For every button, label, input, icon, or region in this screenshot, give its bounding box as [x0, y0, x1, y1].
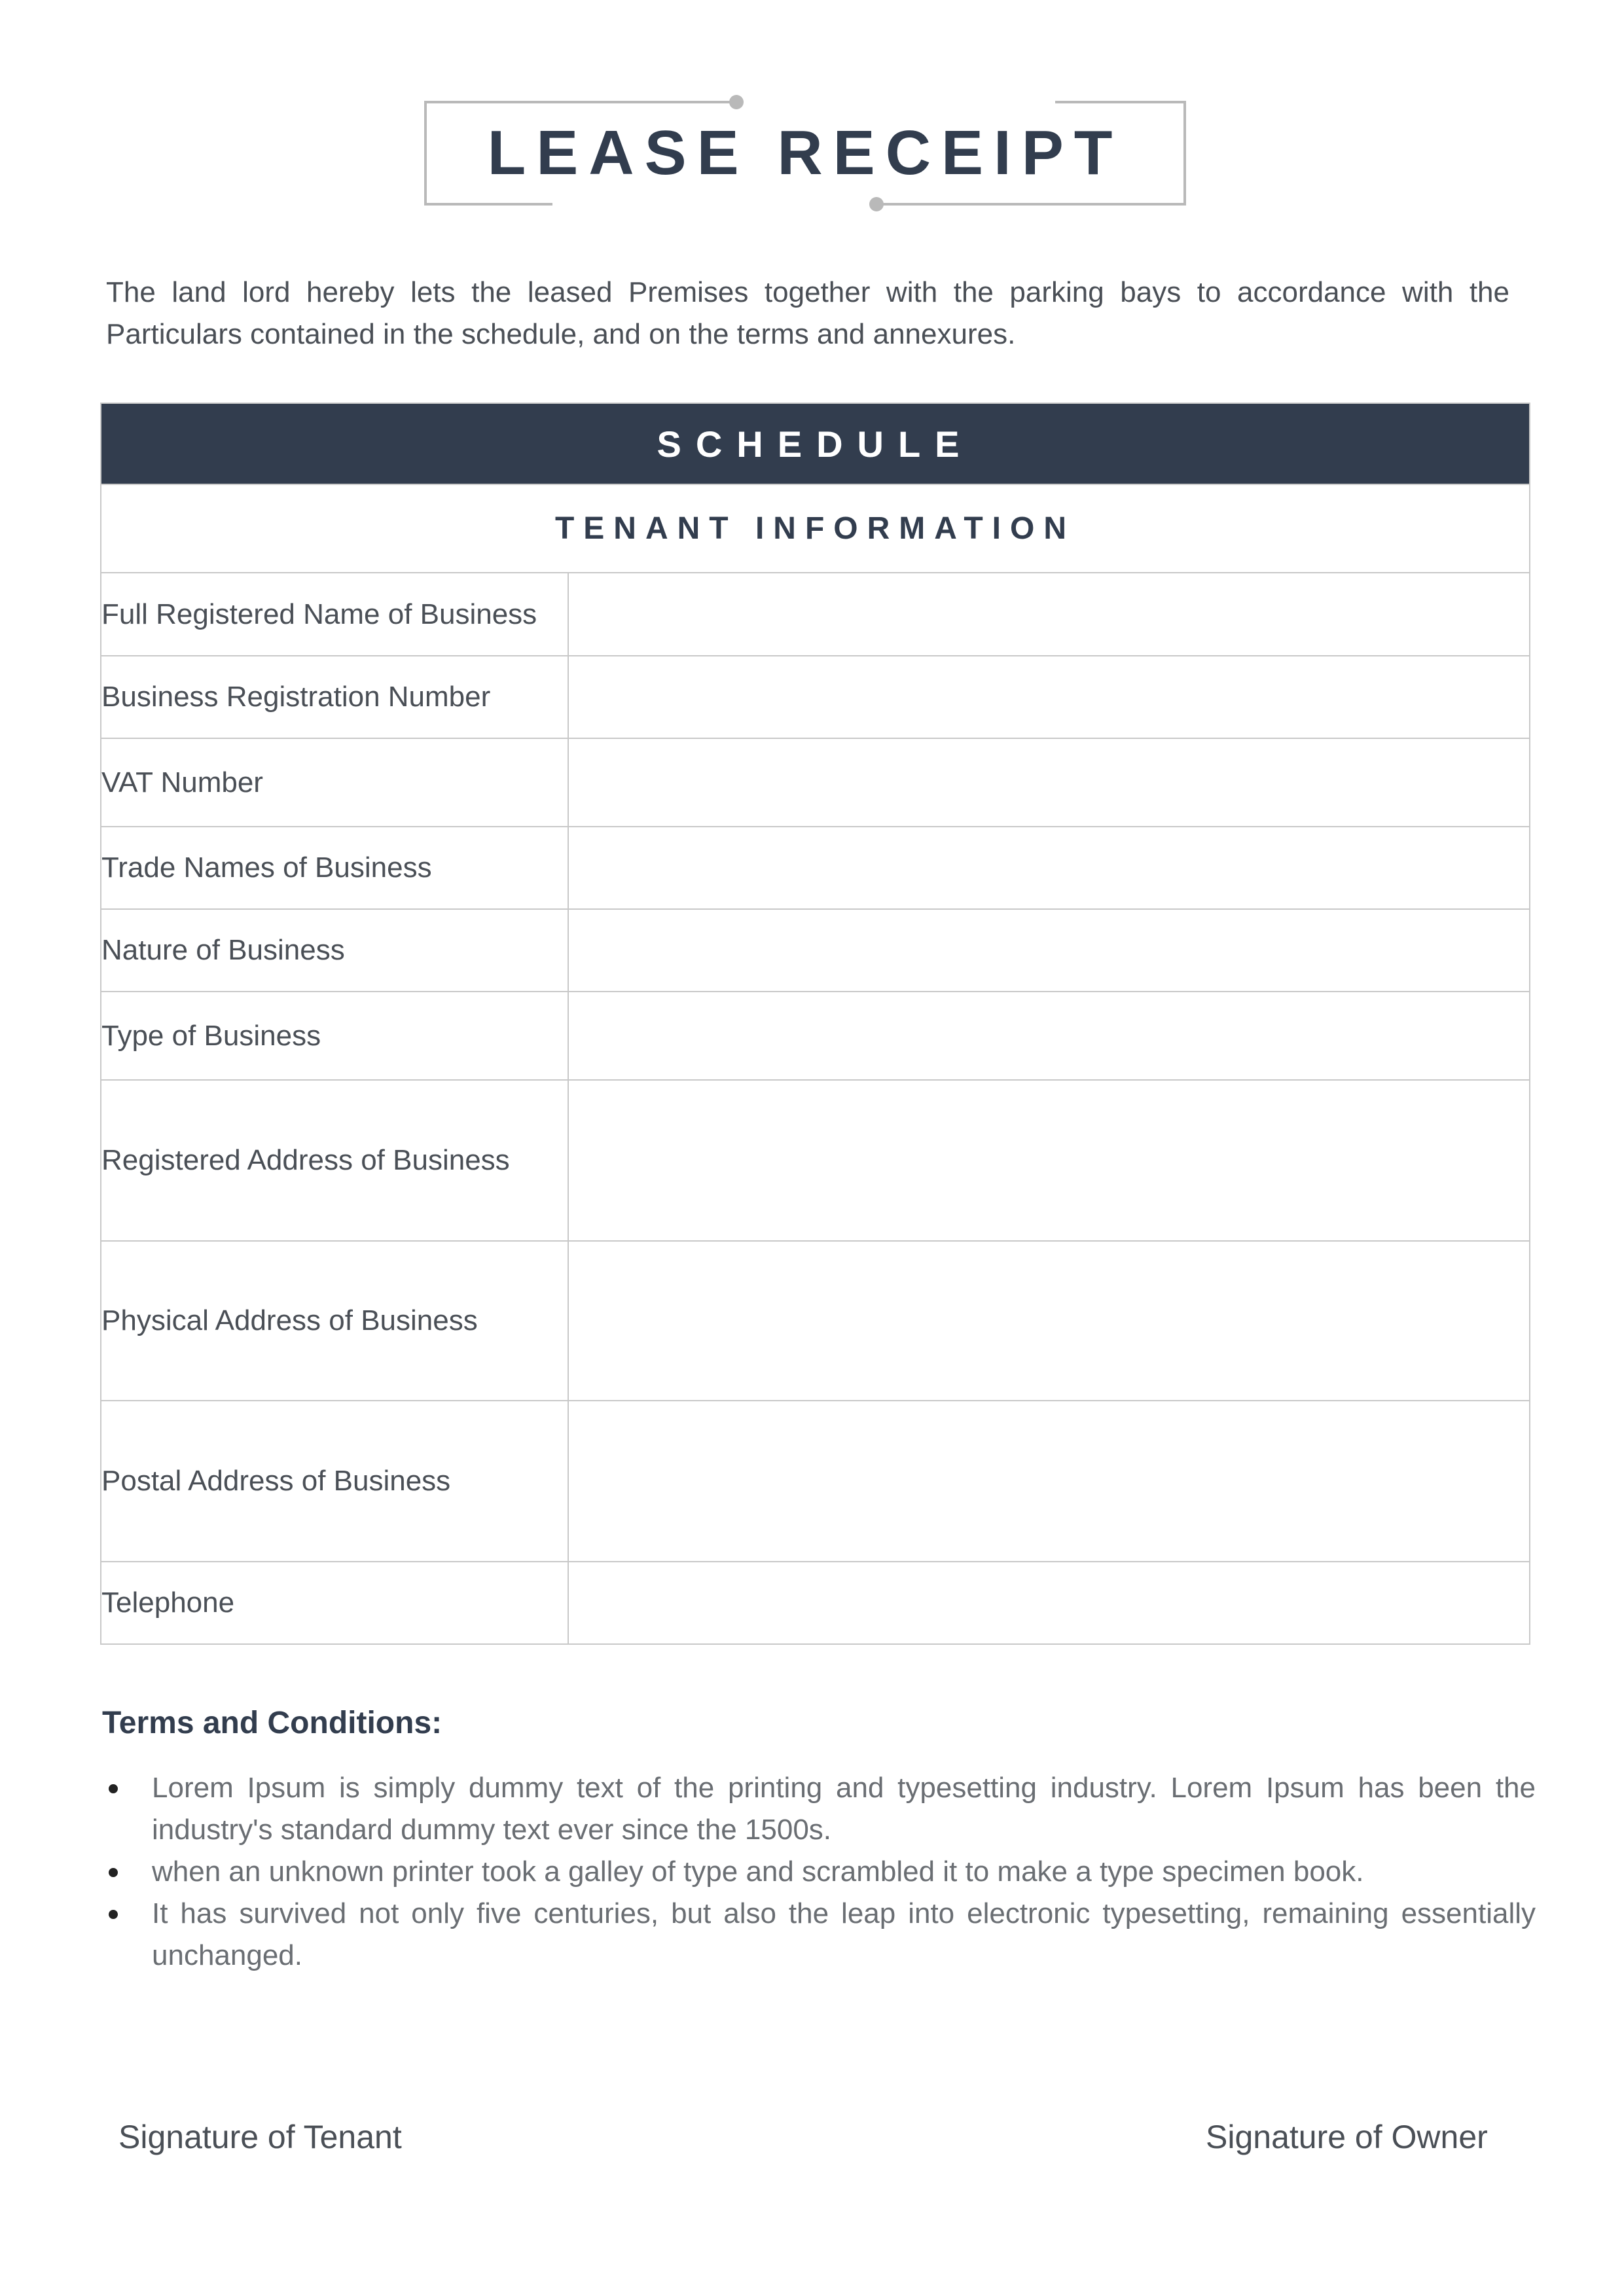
terms-heading: Terms and Conditions: [102, 1706, 442, 1740]
field-label: Nature of Business [101, 909, 568, 992]
schedule-header-row [101, 403, 1530, 484]
tenant-info-heading: TENANT INFORMATION [101, 484, 1530, 573]
table-row [101, 992, 1530, 1080]
registered-address-field[interactable] [568, 1080, 1530, 1241]
vat-number-field[interactable] [568, 738, 1530, 827]
tenant-signature-label: Signature of Tenant [118, 2119, 402, 2155]
field-label: Physical Address of Business [101, 1241, 568, 1401]
table-row [101, 1562, 1530, 1644]
term-text: when an unknown printer took a galley of type and scrambled it to make a type specimen book. [152, 1856, 1364, 1888]
list-item [102, 1893, 1536, 1977]
field-label: Type of Business [101, 992, 568, 1080]
table-row [101, 738, 1530, 827]
field-label: VAT Number [101, 738, 568, 827]
bullet-icon [109, 1868, 118, 1877]
title-frame [424, 98, 1186, 208]
table-row [101, 656, 1530, 738]
registration-number-field[interactable] [568, 656, 1530, 738]
list-item [102, 1767, 1536, 1851]
table-row [101, 909, 1530, 992]
schedule-table [100, 403, 1530, 1645]
field-label: Telephone [101, 1562, 568, 1644]
trade-names-field[interactable] [568, 827, 1530, 909]
field-label: Business Registration Number [101, 656, 568, 738]
term-text: It has survived not only five centuries, but also the leap into electronic typesetting, remaining essentially unchanged. [152, 1897, 1536, 1971]
list-item [102, 1851, 1536, 1893]
field-label: Trade Names of Business [101, 827, 568, 909]
field-label: Full Registered Name of Business [101, 573, 568, 656]
intro-paragraph: The land lord hereby lets the leased Premises together with the parking bays to accordance with the Particulars contained in the schedule, and on the terms and annexures. [106, 276, 1509, 350]
schedule-heading: SCHEDULE [101, 403, 1530, 484]
table-row [101, 573, 1530, 656]
table-row [101, 1401, 1530, 1562]
bullet-icon [109, 1784, 118, 1793]
page-title: LEASE RECEIPT [487, 118, 1123, 188]
field-label: Postal Address of Business [101, 1401, 568, 1562]
type-of-business-field[interactable] [568, 992, 1530, 1080]
telephone-field[interactable] [568, 1562, 1530, 1644]
nature-of-business-field[interactable] [568, 909, 1530, 992]
postal-address-field[interactable] [568, 1401, 1530, 1562]
table-row [101, 1241, 1530, 1401]
table-row [101, 827, 1530, 909]
tenant-info-header-row [101, 484, 1530, 573]
full-registered-name-field[interactable] [568, 573, 1530, 656]
terms-list [102, 1767, 1536, 1977]
table-row [101, 1080, 1530, 1241]
physical-address-field[interactable] [568, 1241, 1530, 1401]
bullet-icon [109, 1910, 118, 1919]
owner-signature-label: Signature of Owner [1206, 2119, 1488, 2155]
term-text: Lorem Ipsum is simply dummy text of the printing and typesetting industry. Lorem Ipsum has been the industry's standard dummy text ever since the 1500s. [152, 1772, 1536, 1846]
field-label: Registered Address of Business [101, 1080, 568, 1241]
